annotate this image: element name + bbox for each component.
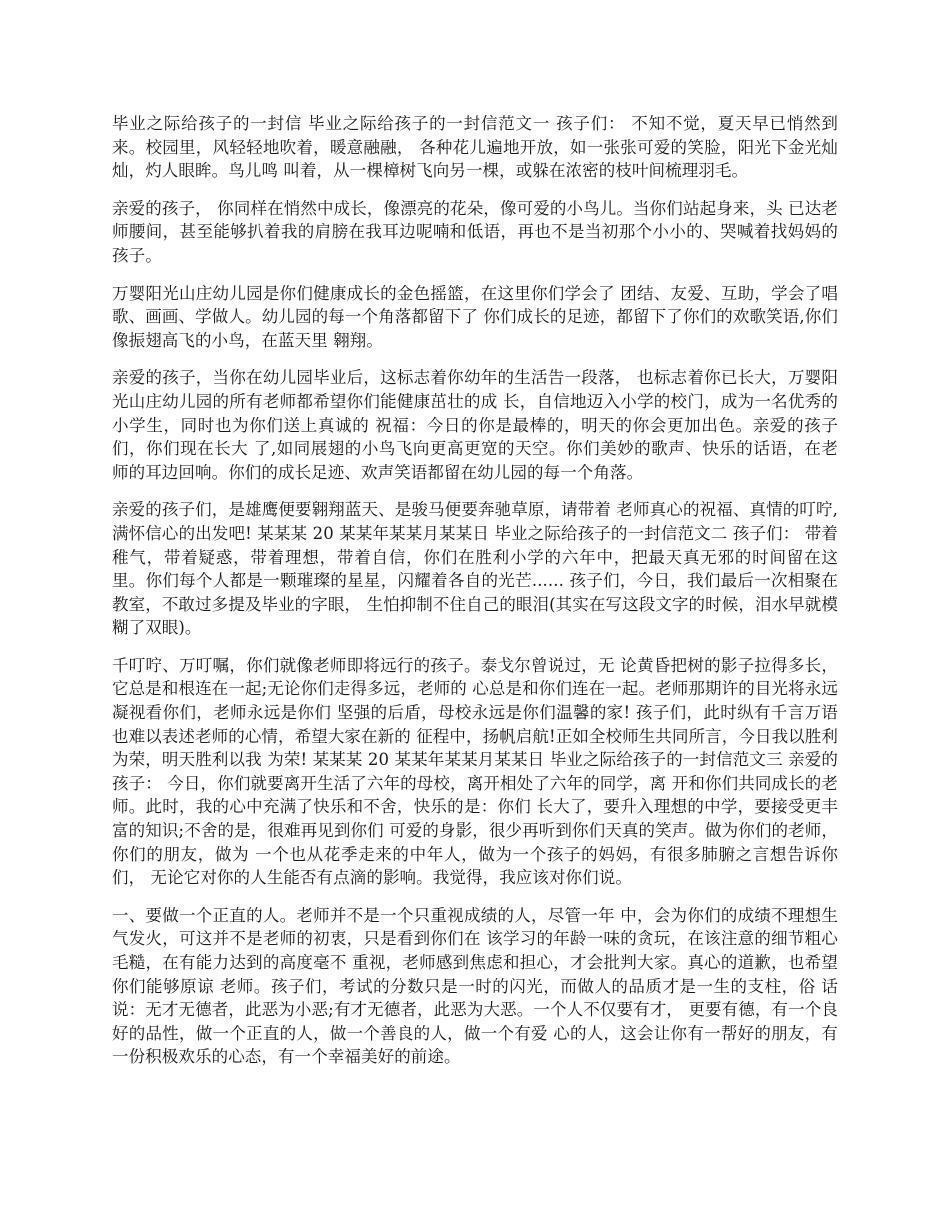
paragraph-4: 亲爱的孩子，当你在幼儿园毕业后，这标志着你幼年的生活告一段落， 也标志着你已长大，万婴阳光山庄幼儿园的所有老师都希望你们能健康茁壮的成 长，自信地迈入小学的校门，成为一名优秀的小学生，同时也为你们送上真诚的 祝福：今日的你是最棒的，明天的你会更加出色。亲爱的孩子们，你们现在长大 了,如同展翅的小鸟飞向更高更宽的天空。你们美妙的歌声、快乐的话语，在老 师的耳边回响。你们的成长足迹、欢声笑语都留在幼儿园的每一个角落。 [112,368,838,482]
paragraph-5: 亲爱的孩子们，是雄鹰便要翱翔蓝天、是骏马便要奔驰草原，请带着 老师真心的祝福、真情的叮咛,满怀信心的出发吧! 某某某 20 某某年某某月某某日 毕业之际给孩子的一封信范文二 孩子们： 带着稚气，带着疑惑，带着理想，带着自信，你们在胜利小学的六年中，把最天真无邪的时间留在这里。你们每个人都是一颗璀璨的星星，闪耀着各自的光芒...... 孩子们，今日，我们最后一次相聚在教室，不敢过多提及毕业的字眼， 生怕抑制不住自己的眼泪(其实在写这段文字的时候，泪水早就模糊了双眼)。 [112,500,838,638]
paragraph-6: 千叮咛、万叮嘱，你们就像老师即将远行的孩子。泰戈尔曾说过，无 论黄昏把树的影子拉得多长，它总是和根连在一起;无论你们走得多远，老师的 心总是和你们连在一起。老师那期许的目光将永远凝视看你们，老师永远是你们 坚强的后盾，母校永远是你们温馨的家! 孩子们，此时纵有千言万语也难以表述老师的心情，希望大家在新的 征程中，扬帆启航!正如全校师生共同所言，今日我以胜利为荣，明天胜利以我 为荣! 某某某 20 某某年某某月某某日 毕业之际给孩子的一封信范文三 亲爱的孩子： 今日，你们就要离开生活了六年的母校，离开相处了六年的同学，离 开和你们共同成长的老师。此时，我的心中充满了快乐和不舍，快乐的是：你们 长大了，要升入理想的中学，要接受更丰富的知识;不舍的是，很难再见到你们 可爱的身影，很少再听到你们天真的笑声。做为你们的老师，你们的朋友，做为 一个也从花季走来的中年人，做为一个孩子的妈妈，有很多肺腑之言想告诉你们， 无论它对你的人生能否有点滴的影响。我觉得，我应该对你们说。 [112,655,838,888]
paragraph-3: 万婴阳光山庄幼儿园是你们健康成长的金色摇篮，在这里你们学会了 团结、友爱、互助，学会了唱歌、画画、学做人。幼儿园的每一个角落都留下了 你们成长的足迹，都留下了你们的欢歌笑语,你们像振翅高飞的小鸟，在蓝天里 翱翔。 [112,283,838,350]
paragraph-2: 亲爱的孩子， 你同样在悄然中成长，像漂亮的花朵，像可爱的小鸟儿。当你们站起身来，头 已达老师腰间，甚至能够扒着我的肩膀在我耳边呢喃和低语，再也不是当初那个小小的、哭喊着找妈妈的孩子。 [112,198,838,265]
document-page [112,112,838,1083]
paragraph-1: 毕业之际给孩子的一封信 毕业之际给孩子的一封信范文一 孩子们： 不知不觉，夏天早已悄然到来。校园里，风轻轻地吹着，暖意融融， 各种花儿遍地开放，如一张张可爱的笑脸，阳光下金光灿灿，灼人眼眸。鸟儿鸣 叫着，从一棵樟树飞向另一棵，或躲在浓密的枝叶间梳理羽毛。 [112,114,838,181]
paragraph-7: 一、要做一个正直的人。老师并不是一个只重视成绩的人，尽管一年 中，会为你们的成绩不理想生气发火，可这并不是老师的初衷，只是看到你们在 该学习的年龄一味的贪玩，在该注意的细节粗心毛糙，在有能力达到的高度毫不 重视，老师感到焦虑和担心，才会批判大家。真心的道歉，也希望你们能够原谅 老师。孩子们，考试的分数只是一时的闪光，而做人的品质才是一生的支柱，俗 话说：无才无德者，此恶为小恶;有才无德者，此恶为大恶。一个人不仅要有才， 更要有德，有一个良好的品性，做一个正直的人，做一个善良的人，做一个有爱 心的人，这会让你有一帮好的朋友，有一份积极欢乐的心态，有一个幸福美好的前途。 [112,905,838,1067]
